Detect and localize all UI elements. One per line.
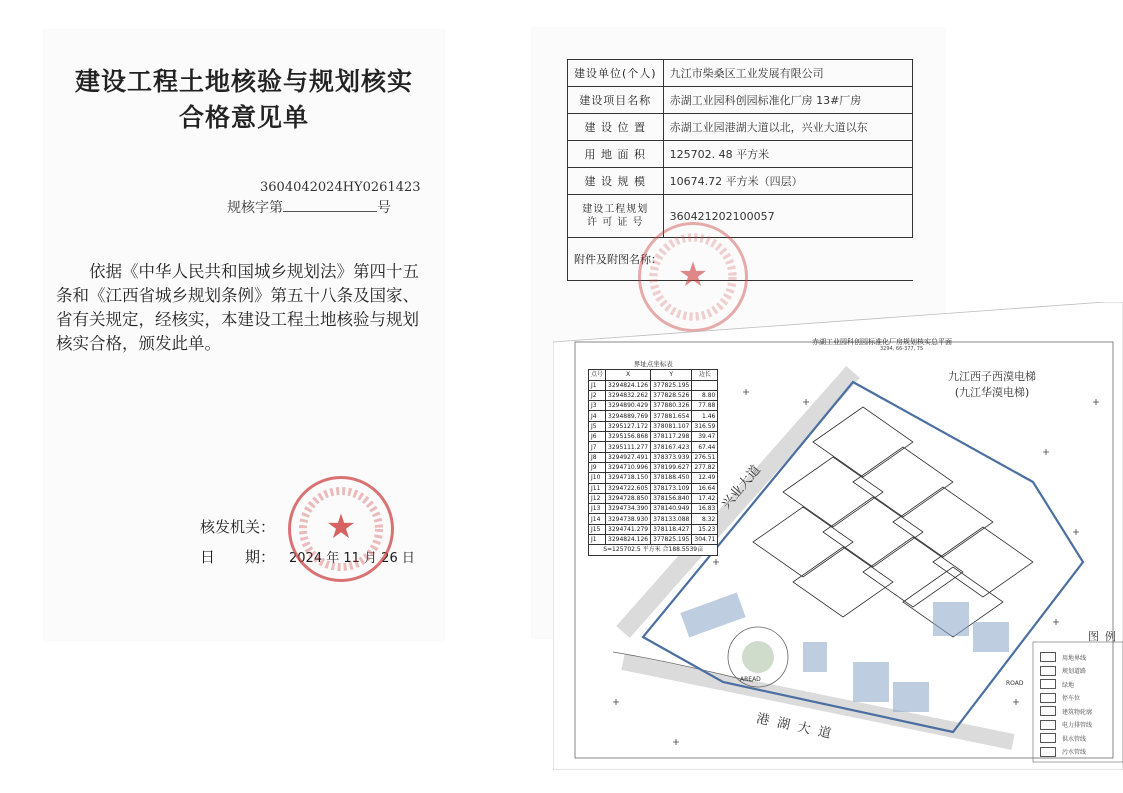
info-row [568, 141, 913, 168]
site-plan-title: 赤湖工业园科创园标准化厂房规划核实总平面 [812, 338, 952, 346]
legend-item [1040, 679, 1074, 689]
coord-cell: 3295111.277 [606, 442, 651, 452]
coord-row [589, 493, 718, 503]
coord-cell: J2 [589, 390, 606, 400]
info-row [568, 87, 913, 114]
legend-item [1040, 666, 1086, 676]
coord-cell: 12.49 [692, 473, 718, 483]
coord-cell: J3 [589, 401, 606, 411]
station-label [948, 368, 1036, 400]
coord-cell: 378199.627 [651, 462, 692, 472]
coord-cell: 378156.840 [651, 493, 692, 503]
coord-cell: 1.46 [692, 411, 718, 421]
coord-cell: 3295127.172 [606, 421, 651, 431]
coord-row [589, 411, 718, 421]
legend-item [1040, 706, 1092, 716]
coord-row [589, 442, 718, 452]
coord-cell: J7 [589, 442, 606, 452]
coord-cell: 377828.526 [651, 390, 692, 400]
coord-cell: J5 [589, 421, 606, 431]
coord-cell: J14 [589, 514, 606, 524]
serial-underline [283, 199, 377, 212]
info-value: 125702. 48 平方米 [663, 141, 912, 168]
legend-label: 电力排管线 [1062, 722, 1093, 729]
certificate-body [56, 260, 434, 356]
coord-row [589, 535, 718, 545]
coord-cell [692, 380, 718, 390]
station-label-line2: (九江华漠电梯) [954, 386, 1030, 399]
coord-cell: 378117.298 [651, 432, 692, 442]
legend-label: 供水管线 [1062, 735, 1087, 743]
info-key: 建设单位(个人) [568, 60, 664, 87]
certificate-title-line1: 建设工程土地核验与规划核实 [74, 67, 413, 96]
road-label-north: 兴业大道 [719, 462, 764, 513]
legend-swatch-icon [1040, 733, 1056, 743]
legend-swatch-icon [1040, 666, 1056, 676]
seal-star-icon: ★ [325, 507, 357, 547]
coord-row [589, 432, 718, 442]
legend-label: 用地界线 [1062, 654, 1087, 662]
issuer-label: 核发机关： [200, 518, 276, 536]
station-label-line1: 九江西子西漠电梯 [948, 370, 1036, 383]
coord-cell: 15.23 [692, 524, 718, 534]
coord-cell: 3294718.150 [606, 473, 651, 483]
coord-cell: 3294741.279 [606, 524, 651, 534]
coord-cell: 378140.949 [651, 504, 692, 514]
coord-row [589, 473, 718, 483]
coord-header: Y [651, 370, 692, 380]
coord-cell: J4 [589, 411, 606, 421]
certificate-body-text: 依据《中华人民共和国城乡规划法》第四十五条和《江西省城乡规划条例》第五十八条及国家、省有关规定，经核实，本建设工程土地核验与规划核实合格，颁发此单。 [56, 262, 419, 353]
coord-cell: 39.47 [692, 432, 718, 442]
coord-header: X [606, 370, 651, 380]
coord-cell: J12 [589, 493, 606, 503]
coord-cell: 378373.939 [651, 452, 692, 462]
info-key: 用 地 面 积 [568, 141, 664, 168]
coord-cell: 277.82 [692, 462, 718, 472]
coord-cell: 377825.195 [651, 535, 692, 545]
coord-row [589, 390, 718, 400]
coord-table-summary: S=125702.5 平方米 合188.5539亩 [589, 545, 718, 555]
info-value: 赤湖工业园港湖大道以北，兴业大道以东 [663, 114, 912, 141]
coord-cell: 378133.088 [651, 514, 692, 524]
legend-label: 建筑物轮廓 [1062, 708, 1093, 716]
official-seal-stamp [288, 476, 394, 582]
coord-cell: 3295156.868 [606, 432, 651, 442]
coord-cell: 378173.109 [651, 483, 692, 493]
coord-cell: 304.71 [692, 535, 718, 545]
coord-cell: 3294824.126 [606, 535, 651, 545]
coord-cell: 8.80 [692, 390, 718, 400]
coord-row [589, 380, 718, 390]
coord-row [589, 514, 718, 524]
serial-label-prefix: 规核字第 [227, 200, 283, 216]
coord-cell: J13 [589, 504, 606, 514]
boundary-coordinate-table [588, 360, 718, 556]
coord-cell: 377825.195 [651, 380, 692, 390]
info-key: 建设项目名称 [568, 87, 664, 114]
attachments-label: 附件及附图名称： [568, 238, 913, 281]
coord-cell: 3294927.491 [606, 452, 651, 462]
info-value: 10674.72 平方米（四层） [663, 168, 912, 195]
date-value: 2024 年 11 月 26 日 [289, 551, 415, 566]
coord-cell: 16.64 [692, 483, 718, 493]
coord-cell: 3294728.850 [606, 493, 651, 503]
site-plan-subtitle: 3294, 66-377, 75 [880, 346, 924, 352]
legend-label: 绿地 [1062, 681, 1075, 689]
info-key-line2: 许 可 证 号 [587, 217, 644, 228]
legend-label: 规划道路 [1062, 668, 1087, 675]
road-code-1: AREAD [740, 676, 761, 683]
legend-swatch-icon [1040, 747, 1056, 757]
legend-label: 停车位 [1062, 695, 1081, 702]
date-label: 日 期： [200, 548, 276, 566]
coord-cell: 3294832.262 [606, 390, 651, 400]
serial-label [227, 197, 391, 217]
legend-swatch-icon [1040, 652, 1056, 662]
coord-cell: 17.42 [692, 493, 718, 503]
legend-label: 污水管线 [1062, 749, 1087, 756]
coord-cell: 378188.450 [651, 473, 692, 483]
coord-row [589, 524, 718, 534]
seal-star-icon: ★ [677, 255, 709, 295]
coord-cell: J6 [589, 432, 606, 442]
coord-row [589, 504, 718, 514]
coord-cell: 378081.107 [651, 421, 692, 431]
coord-table-caption: 界址点坐标表 [633, 360, 673, 369]
coord-cell: 377880.326 [651, 401, 692, 411]
coord-row [589, 483, 718, 493]
info-key: 建 设 规 模 [568, 168, 664, 195]
legend-item [1040, 747, 1086, 757]
coord-header: 点号 [589, 370, 606, 380]
coord-cell: J10 [589, 473, 606, 483]
coord-row [589, 452, 718, 462]
coord-cell: 3294889.769 [606, 411, 651, 421]
coord-cell: 378167.423 [651, 442, 692, 452]
legend-item [1040, 720, 1092, 730]
coord-cell: 8.32 [692, 514, 718, 524]
coord-cell: J11 [589, 483, 606, 493]
serial-label-suffix: 号 [377, 200, 391, 216]
info-value: 九江市柴桑区工业发展有限公司 [663, 60, 912, 87]
info-row [568, 60, 913, 87]
coord-cell: 377881.654 [651, 411, 692, 421]
coord-cell: 3294734.390 [606, 504, 651, 514]
coord-cell: J1 [589, 380, 606, 390]
coord-row [589, 401, 718, 411]
coord-table-header [589, 370, 718, 380]
info-key-line1: 建设工程规划 [582, 204, 649, 215]
legend-swatch-icon [1040, 693, 1056, 703]
coord-cell: 16.83 [692, 504, 718, 514]
coord-row [589, 421, 718, 431]
legend-item [1040, 652, 1086, 662]
info-value: 赤湖工业园科创园标准化厂房 13#厂房 [663, 87, 912, 114]
legend-swatch-icon [1040, 706, 1056, 716]
coord-cell: 3294738.930 [606, 514, 651, 524]
coord-cell: J15 [589, 524, 606, 534]
coord-cell: 3294722.605 [606, 483, 651, 493]
coord-cell: J9 [589, 462, 606, 472]
legend-item [1040, 733, 1086, 743]
coord-cell: 316.59 [692, 421, 718, 431]
coord-cell: 77.88 [692, 401, 718, 411]
coord-cell: 3294710.996 [606, 462, 651, 472]
coord-cell: 3294824.126 [606, 380, 651, 390]
coord-cell: 276.51 [692, 452, 718, 462]
coord-cell: 67.44 [692, 442, 718, 452]
coord-cell: J8 [589, 452, 606, 462]
coord-cell: J1 [589, 535, 606, 545]
legend-item [1040, 693, 1080, 703]
coord-row [589, 462, 718, 472]
legend-title: 图例 [1088, 630, 1122, 643]
legend-swatch-icon [1040, 679, 1056, 689]
coord-table-body [589, 380, 718, 545]
coord-header: 边长 [692, 370, 718, 380]
road-label-south: 港湖大道 [754, 711, 841, 744]
road-code-2: ROAD [1006, 680, 1024, 687]
info-row [568, 114, 913, 141]
coord-cell: 378118.427 [651, 524, 692, 534]
coord-cell: 3294890.429 [606, 401, 651, 411]
info-value: 360421202100057 [663, 195, 912, 238]
info-key: 建 设 位 置 [568, 114, 664, 141]
legend-swatch-icon [1040, 720, 1056, 730]
certificate-title-line2: 合格意见单 [178, 103, 309, 132]
info-row [568, 168, 913, 195]
serial-number: 3604042024HY0261423 [260, 180, 421, 195]
